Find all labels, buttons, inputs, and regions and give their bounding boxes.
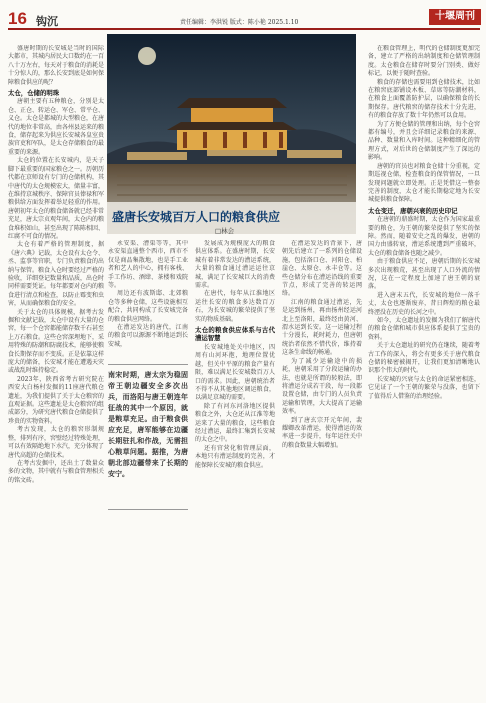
paragraph: 周边还有波斯邸、北郊粮仓等多种仓储，这些设施相互配合，共同构成了长安城完备的粮食供应网络。: [108, 290, 188, 323]
section-title: 钩沉: [36, 16, 58, 28]
text-column-1: [8, 45, 104, 698]
pull-quote: 南宋时期，唐太宗为稳固帝王朝边疆安全多次出兵，而洛阳与唐王朝连年征战的其中一个原因，就是粮草充足。由于粮食供应充足，唐军能够在边疆长期驻扎和作战，无需担心粮草问题。据推，为唐朝北部边疆带来了长期的安宁。: [108, 364, 188, 510]
masthead-logo: 十堰周刊: [429, 9, 481, 25]
paragraph: 为了减少运输途中的损耗，唐朝采用了分段运输的办法，也就是所谓的转般法，即将漕运分成若干段，每一段都设置仓储，由专门的人员负责运输和管理，大大提高了运输效率。: [282, 357, 362, 416]
paragraph: 太仓有着严格的管理制度，据《唐六典》记载，太仓设有太仓令、丞、监事等官职，专门负责粮食的出纳与保管。粮食入仓时要经过严格的验收，详细登记数量和品质，出仓时同样需要凭证。每年都要对仓内的粮食进行清点和检查，以防止霉变和虫害，从而确保粮食的安全。: [8, 241, 104, 308]
paragraph: 由于粮食供应不足，唐朝后期的长安城多次出现粮荒，甚至出现了人口外流的情况，这在一定程度上加速了唐王朝的衰落。: [368, 258, 480, 291]
paragraph: 在唐代，每年从江淮地区运往长安的粮食多达数百万石，为长安城的繁荣提供了坚实的物质基础。: [195, 290, 275, 323]
article-headline: 盛唐长安城百万人口的粮食供应: [112, 210, 281, 224]
paragraph: 在唐朝的鼎盛时期，太仓作为国家最重要的粮仓，为王朝的繁荣提供了坚实的保障。然而，随着安史之乱的爆发，唐朝的国力由盛转衰，漕运系统遭到严重破坏，太仓的粮食储备也随之减少。: [368, 216, 480, 257]
paragraph: 如今，太仓遗址的发掘为我们了解唐代的粮食仓储和城市供应体系提供了宝贵的资料。: [368, 317, 480, 341]
subheading: 太仓，仓储的明珠: [8, 89, 60, 98]
paragraph: 除了有河东河洛地区提供粮食之外，大仓还从江淮等地运来了大量的粮食，这些粮食经过漕运，最终汇集到长安城的太仓之中。: [195, 402, 275, 444]
paragraph: 永安渠、漕渠等等，其中永安渠直通整个西市，西市不仅是商品集散地，也是手工业者和艺人的中心，拥有客栈、手工作坊、酒肆、茶楼和戏院等。: [108, 240, 188, 290]
paragraph: 在粮食管理上，明代的仓储制度更加完备，建立了严格的出纳制度和仓储管理制度。太仓粮食在储存时要分门别类、做好标记，以便于随时查验。: [368, 45, 480, 78]
article-photo: [107, 34, 356, 234]
paragraph: 江南的粮食通过漕运，先是运到扬州，再由扬州经运河北上至洛阳，最终经由黄河、渭水运到长安。这一运输过程十分漫长，耗时耗力，但唐朝统治者依然不惜代价，维持着这条生命线的畅通。: [282, 298, 362, 357]
paragraph: 关于太仓的具体规模，据考古发掘和文献记载，太仓中设有大量的仓窖，每一个仓窖都能储存数千石甚至上万石粮食。这些仓窖深埋地下，采用特殊的防潮和防腐技术，能够使粮食长期保存而不变质。正是依靠这样庞大的储备，长安城才能在遭遇天灾或战乱时维持稳定。: [8, 308, 104, 375]
paragraph: 到了唐玄宗开元年间，裴耀卿改革漕运，使得漕运的效率进一步提升，每年运往关中的粮食数量大幅增加。: [282, 416, 362, 449]
paragraph: 还有官营化和管理层面，本地只有漕运制度的完善，才能保障长安城的粮食供应。: [195, 444, 275, 469]
paragraph: 粮食的存储也需要用到仓储技术，比如在粮窖底部铺设木板、草席等防潮材料，在粮食上面覆盖防护层，以确保粮食的长期保存。唐代粮窖的储存技术十分先进，有的粮食存放了数十年仍然可以食用。: [368, 78, 480, 120]
paragraph: 关于太仓遗址的研究仍在继续，随着考古工作的深入，将会有更多关于唐代粮食仓储的秘密被揭开，让我们更加清晰地认识那个伟大的时代。: [368, 342, 480, 375]
paragraph: 唐朝主要有五种粮仓，分别是太仓、正仓、转运仓、军仓、常平仓、义仓。太仓是都城的大型粮仓，在唐代的地位非常高，由各州县运来的粮食，储存起来为供应长安城各皇室贵族官吏和军队，是太仓存储粮食的最重要的来源。: [8, 98, 104, 156]
paragraph: 太仓的位置在长安城内，是天子脚下最重要的国家粮仓之一。历朝历代都在京师设有专门的仓储机构，其中唐代的太仓规模宏大，储量丰富，在维持京城秩序、保障官员俸禄和军粮供给方面发挥着举足轻重的作用。唐朝初年太仓的粮食储备就已经非常充足，唐太宗贞观年间，太仓内的粮食堆积如山，甚至出现了陈陈相因、红腐不可食的情况。: [8, 157, 104, 240]
text-column-3: [195, 240, 275, 698]
paragraph: 发展成为规模庞大的粮食供应体系。在盛唐时期，长安城有着非常发达的漕运系统，大量的粮食通过漕运运往京城，满足了长安城巨大的消费需求。: [195, 240, 275, 290]
paragraph: 唐朝的官员也对粮食仓储十分重视，定期巡视仓储，检查粮食的保管情况，一旦发现问题就立即处理。正是凭借这一整套完善的制度，太仓才能长期稳定地为长安城提供粮食保障。: [368, 162, 480, 204]
paragraph: 在考古发掘中，还出土了数量众多的文物，其中就有与粮食管理相关的铭文砖。: [8, 459, 104, 484]
text-column-4: [282, 240, 362, 698]
paragraph: 长安城的兴衰与太仓的命运紧密相连，它见证了一个王朝的繁荣与没落，也留下了值得后人借鉴的治理经验。: [368, 375, 480, 400]
subheading: 太仓的粮食供应体系与古代漕运智慧: [195, 326, 275, 343]
paragraph: 在漕运发达的背景下，唐朝先后建立了一系列的仓储设施，包括洛口仓、河阳仓、柏崖仓、太原仓、永丰仓等。这些仓储分布在漕运沿线的重要节点，形成了完善的转运网络。: [282, 240, 362, 298]
paragraph: 在漕运发达的唐代，江南的粮食可以源源不断地运到长安城，: [108, 324, 188, 348]
night-city-illustration: [107, 34, 356, 234]
paragraph: 长安城地处关中地区，四周有山河环抱，地理位置优越，但关中平原的粮食产量有限，难以满足长安城数百万人口的需求。因此，唐朝统治者不得不从其他地区调运粮食，以满足京城的需要。: [195, 343, 275, 402]
text-column-5: [368, 45, 480, 698]
header-rule: [8, 28, 480, 30]
author-byline: □林会: [215, 227, 235, 235]
paragraph: 进入唐末五代，长安城的地位一落千丈，太仓也逐渐废弃，昔日辉煌的粮仓最终湮没在历史的长河之中。: [368, 291, 480, 316]
palace-building: [167, 98, 297, 150]
page-header: [0, 0, 486, 30]
paragraph: 2023年，陕西省考古研究院在西安大白杨村发掘的11座唐代粮仓遗址，为我们提供了关于太仓粮窖的直观证据。这些遗址是太仓粮窖的组成部分，为研究唐代粮食仓储提供了珍贵的实物资料。: [8, 375, 104, 425]
paragraph: 考古发现，太仓的粮窖形制规整，排列有序，窖壁经过特殊处理，可以有效隔绝地下水汽，充分体现了唐代高超的仓储技术。: [8, 426, 104, 459]
page-number: 16: [8, 9, 27, 28]
subheading: 太仓变迁，唐朝兴衰的历史印记: [368, 206, 458, 215]
paragraph: 为了方便仓储的管理和出纳，每个仓窖都有编号，并且会详细记录粮食的来源、品种、数量和入库时间。这种精细化的管理方式，对后世的仓储制度产生了深远的影响。: [368, 120, 480, 162]
moon-icon: [138, 47, 156, 65]
paragraph: 盛唐时期的长安城是当时的国际大都市，其城内居民大口数约在一百八十万左右，每天对于粮食的消耗是十分惊人的，那么长安到底是如何保障粮食供应的呢？: [8, 45, 104, 86]
editor-credits: 责任编辑：李洪锐 版式：陈小艳 2025.1.10: [180, 19, 299, 26]
